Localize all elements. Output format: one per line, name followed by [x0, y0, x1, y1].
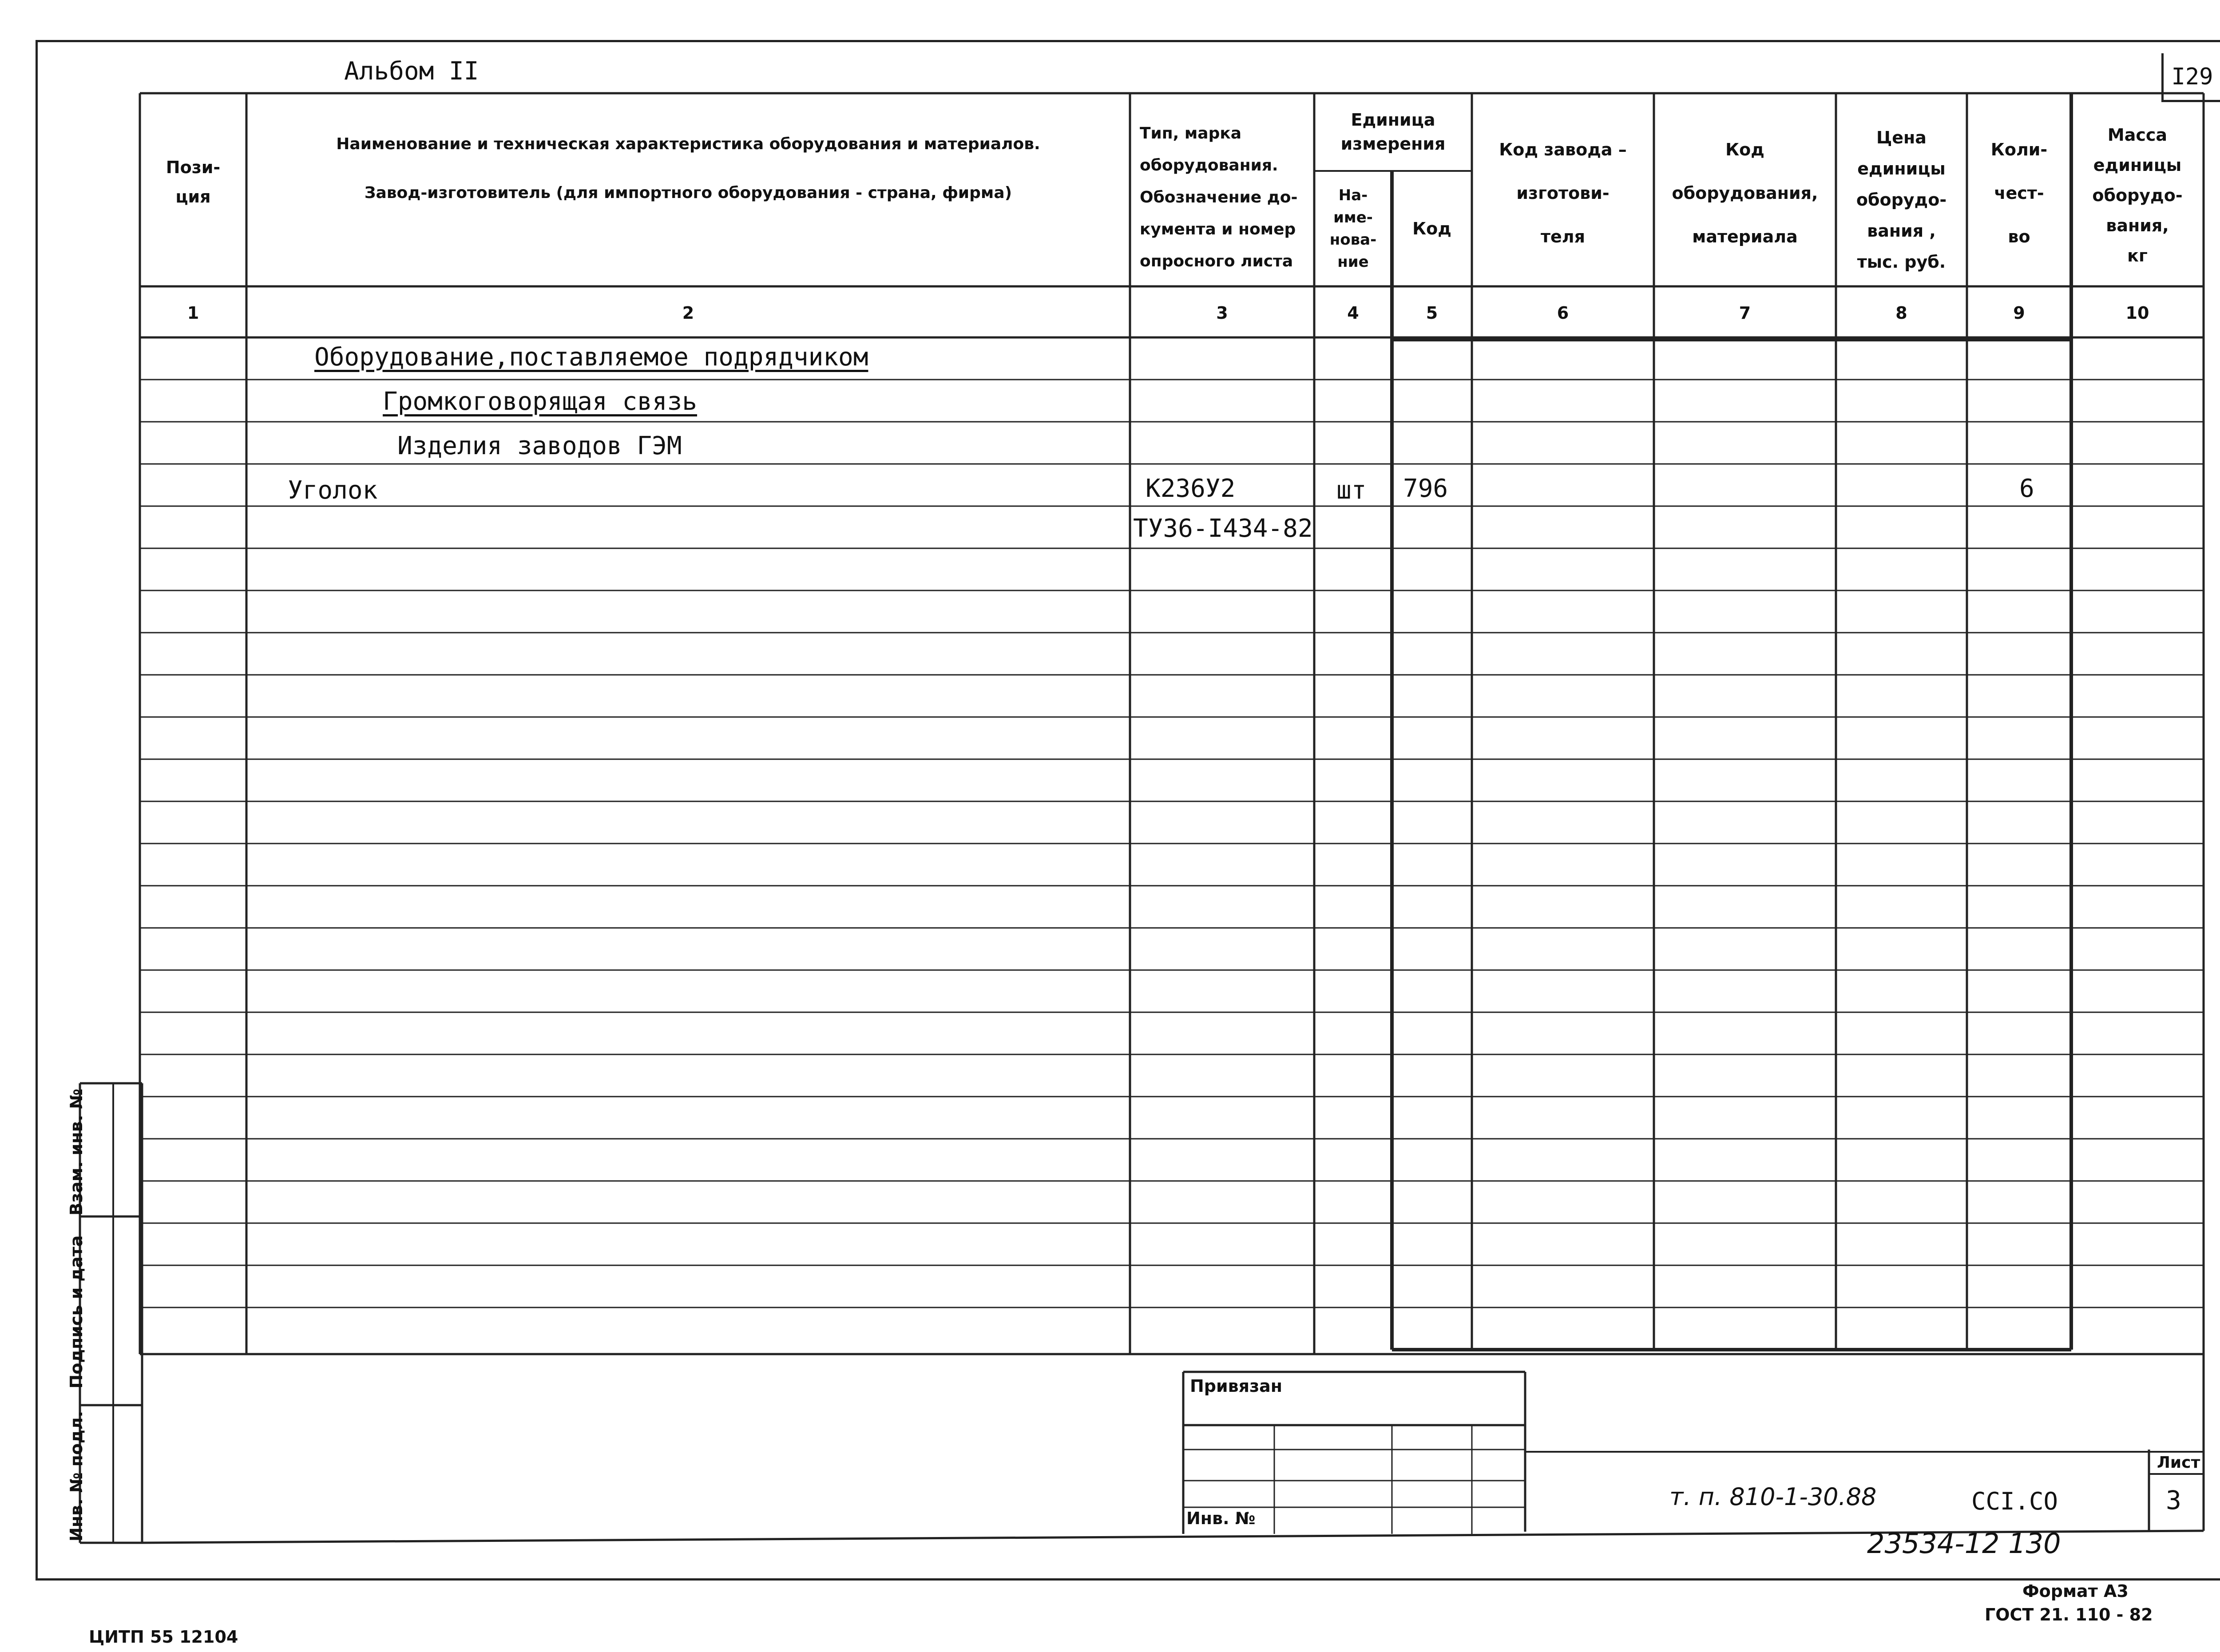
- colnum-7: 7: [1739, 303, 1751, 323]
- table-row-unit-code: 796: [1403, 474, 1448, 503]
- handwritten-number: 23534-12 130: [1867, 1527, 2061, 1560]
- colnum-9: 9: [2013, 303, 2025, 323]
- table-row-unit-name: шт: [1336, 476, 1367, 505]
- sheet-label: Лист: [2157, 1454, 2200, 1472]
- header-col-5: Код: [1412, 219, 1451, 238]
- header-col-2: Наименование и техническая характеристика оборудования и материалов. Завод-изготовитель (для импортного оборудования - страна, фирма): [336, 135, 1040, 202]
- table-row-name: Громкоговорящая связь: [383, 387, 698, 416]
- header-unit-group: Единица измерения: [1340, 110, 1446, 154]
- header-col-6: Код завода – изготови- теля: [1499, 140, 1627, 246]
- header-col-3: Тип, марка оборудования. Обозначение до- кумента и номер опросного листа: [1140, 124, 1298, 270]
- album-title: Альбом II: [344, 57, 479, 86]
- header-col-1: Пози- ция: [166, 158, 221, 206]
- table-row-name: Уголок: [288, 476, 378, 505]
- colnum-10: 10: [2125, 303, 2149, 323]
- format-label: Формат А3: [2022, 1581, 2129, 1601]
- sheet-number: 3: [2166, 1485, 2181, 1515]
- stamp-inv-podl: Инв. № подл.: [67, 1410, 86, 1542]
- colnum-6: 6: [1557, 303, 1569, 323]
- page-number: I29: [2171, 63, 2213, 90]
- header-col-8: Цена единицы оборудо- вания , тыс. руб.: [1856, 128, 1947, 272]
- colnum-5: 5: [1426, 303, 1438, 323]
- header-col-4: На- име- нова- ние: [1329, 186, 1377, 271]
- gost-label: ГОСТ 21. 110 - 82: [1985, 1605, 2153, 1624]
- stamp-vzam-inv: Взам. инв. №: [67, 1089, 86, 1216]
- colnum-2: 2: [682, 303, 694, 323]
- header-col-9: Коли- чест- во: [1990, 140, 2048, 246]
- table-row-type: ТУ36-I434-82: [1133, 514, 1313, 543]
- header-col-10: Масса единицы оборудо- вания, кг: [2092, 125, 2183, 265]
- colnum-8: 8: [1895, 303, 1907, 323]
- stamp-podpis-data: Подпись и дата: [67, 1235, 86, 1389]
- colnum-1: 1: [187, 303, 199, 323]
- citp-label: ЦИТП 55 12104: [89, 1627, 238, 1647]
- designation: т. п. 810-1-30.88: [1669, 1483, 1877, 1511]
- header-col-7: Код оборудования, материала: [1672, 140, 1818, 246]
- colnum-4: 4: [1347, 303, 1359, 323]
- table-row-name: Оборудование,поставляемое подрядчиком: [314, 343, 868, 372]
- colnum-3: 3: [1216, 303, 1228, 323]
- table-row-name: Изделия заводов ГЭМ: [397, 432, 682, 460]
- table-row-type: К236У2: [1146, 474, 1236, 503]
- privyazan-label: Привязан: [1190, 1376, 1283, 1396]
- inv-no-label: Инв. №: [1186, 1509, 1256, 1528]
- document-code: CCI.CO: [1971, 1487, 2058, 1515]
- table-row-qty: 6: [2019, 474, 2034, 503]
